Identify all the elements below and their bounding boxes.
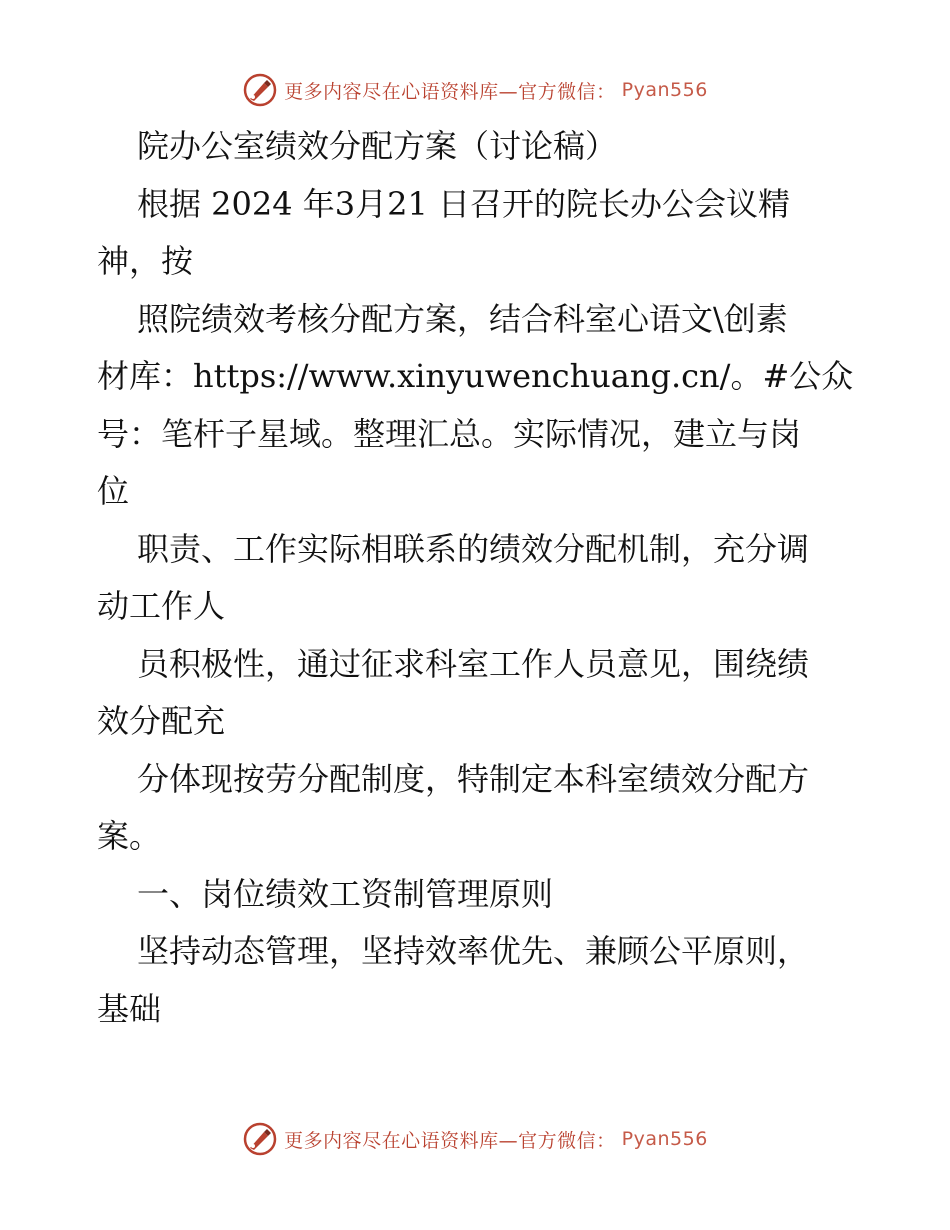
document-line: 位	[97, 472, 130, 510]
document-line: 效分配充	[97, 702, 226, 740]
document-line: 动工作人	[97, 587, 226, 625]
document-line: 一、岗位绩效工资制管理原则	[137, 874, 554, 913]
document-line: 案。	[97, 817, 162, 855]
document-line: 分体现按劳分配制度，特制定本科室绩效分配方	[137, 759, 810, 798]
document-line: 材库：https://www.xinyuwenchuang.cn/。#公众	[97, 357, 854, 395]
document-body	[97, 118, 857, 1038]
watermark-text: 更多内容尽在心语资料库—官方微信：	[284, 1129, 616, 1152]
watermark-text: 更多内容尽在心语资料库—官方微信：	[284, 80, 616, 103]
watermark-wechat-id: Pyan556	[621, 1128, 708, 1150]
document-line: 号：笔杆子星域。整理汇总。实际情况，建立与岗	[97, 414, 802, 453]
footer-watermark	[0, 1119, 950, 1159]
document-line: 基础	[97, 989, 162, 1028]
header-watermark	[0, 70, 950, 110]
watermark-wechat-id: Pyan556	[621, 79, 708, 101]
document-line: 照院绩效考核分配方案，结合科室心语文\创素	[137, 299, 788, 338]
document-line: 根据 2024 年3月21 日召开的院长办公会议精	[137, 184, 791, 223]
document-line: 员积极性，通过征求科室工作人员意见，围绕绩	[137, 644, 810, 683]
pen-logo-icon	[242, 1121, 278, 1157]
document-line: 神，按	[97, 242, 194, 280]
document-line: 坚持动态管理，坚持效率优先、兼顾公平原则，	[137, 932, 810, 970]
document-line: 院办公室绩效分配方案（讨论稿）	[137, 127, 618, 165]
document-line: 职责、工作实际相联系的绩效分配机制，充分调	[137, 529, 810, 568]
pen-logo-icon	[242, 72, 278, 108]
